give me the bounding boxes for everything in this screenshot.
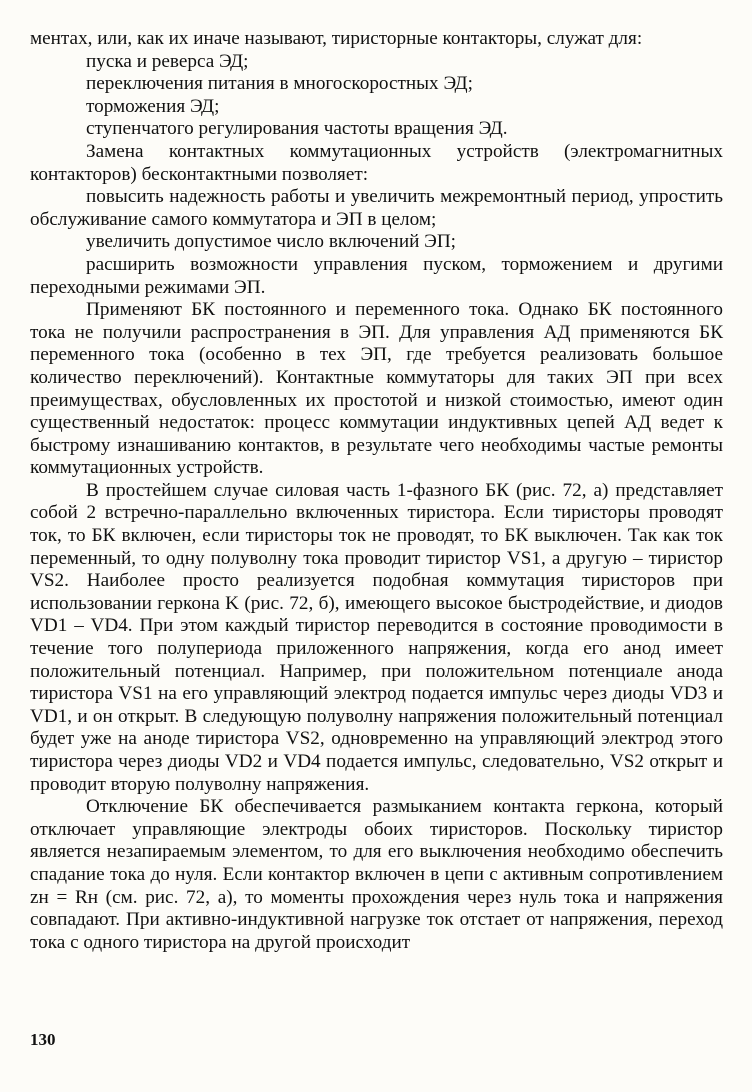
list-item: ступенчатого регулирования частоты вращения ЭД. [86, 118, 508, 140]
list-item: расширить возможности управления пуском, торможением и другими переходными режимами ЭП. [30, 253, 723, 298]
list-item: повысить надежность работы и увеличить межремонтный период, упростить обслуживание самого коммутатора и ЭП в целом; [30, 186, 723, 230]
list-item: увеличить допустимое число включений ЭП; [86, 231, 457, 253]
list-item: пуска и реверса ЭД; [86, 50, 249, 72]
paragraph: В простейшем случае силовая часть 1-фазного БК (рис. 72, а) представляет собой 2 встречно-параллельно включенных тиристора. Если тиристоры проводят ток, то БК включен, если тиристоры ток не проводят, то БК выключен. Так как ток переменный, то одну полуволну тока проводит тиристор VS1, а другую – тиристор VS2. Наиболее просто реализуется подобная коммутация тиристоров при использовании геркона K (рис. 72, б), имеющего высокое быстродействие, и диодов VD1 – VD4. При этом каждый тиристор переводится в состояние проводимости в течение того полупериода приложенного напряжения, когда его анод имеет положительный потенциал. Например, при положительном потенциале анода тиристора VS1 на его управляющий электрод подается импульс через диоды VD3 и VD1, и он открыт. В следующую полуволну напряжения положительный потенциал будет уже на аноде тиристора VS2, одновременно на управляющий электрод этого тиристора через диоды VD2 и VD4 подается импульс, следовательно, VS2 открыт и проводит вторую полуволну напряжения. [30, 479, 723, 795]
paragraph: Применяют БК постоянного и переменного тока. Однако БК постоянного тока не получили распространения в ЭП. Для управления АД применяются БК переменного тока (особенно в тех ЭП, где требуется реализовать большое количество переключений). Контактные коммутаторы для таких ЭП при всех преимуществах, обусловленных их простотой и низкой стоимостью, имеют один существенный недостаток: процесс коммутации индуктивных цепей АД ведет к быстрому изнашиванию контактов, в результате чего необходимы частые ремонты коммутационных устройств. [30, 299, 723, 479]
list-item: переключения питания в многоскоростных ЭД; [86, 73, 473, 95]
paragraph-continuation: ментах, или, как их иначе называют, тиристорные контакторы, служат для: [30, 28, 643, 49]
paragraph: Отключение БК обеспечивается размыканием контакта геркона, который отключает управляющие электроды обоих тиристоров. Поскольку тиристор является незапираемым элементом, то для его выключения необходимо обеспечить спадание тока до нуля. Если контактор включен в цепи с активным сопротивлением zн = Rн (см. рис. 72, а), то моменты прохождения через нуль тока и напряжения совпадают. При активно-индуктивной нагрузке ток отстает от напряжения, переход тока с одного тиристора на другой происходит [30, 796, 723, 953]
paragraph: Замена контактных коммутационных устройств (электромагнитных контакторов) бесконтактными позволяет: [30, 140, 723, 185]
list-item: торможения ЭД; [86, 95, 220, 117]
page-number: 130 [30, 1030, 56, 1049]
page-text [30, 28, 723, 954]
